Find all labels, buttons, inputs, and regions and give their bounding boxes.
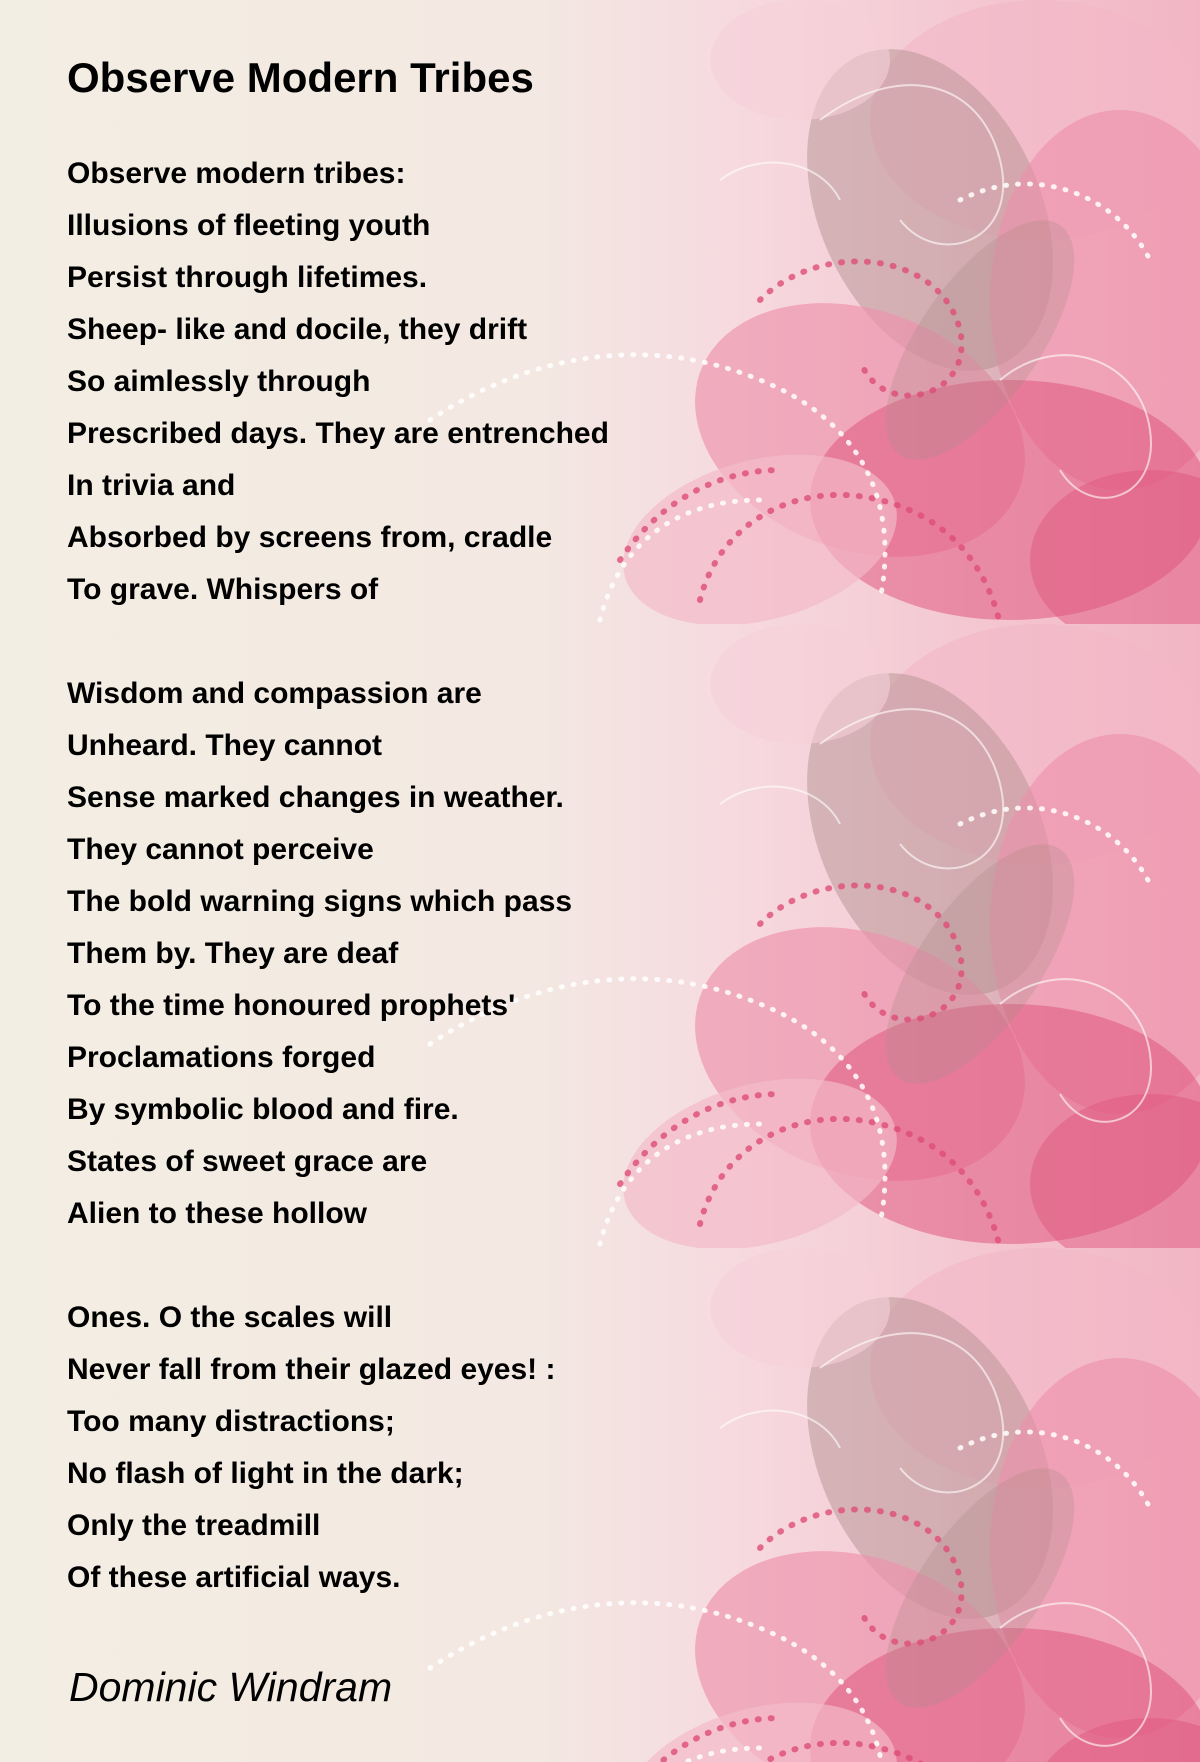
- poem-line: States of sweet grace are: [67, 1145, 428, 1178]
- poem-line: They cannot perceive: [67, 833, 374, 866]
- poem-line: Sense marked changes in weather.: [67, 781, 564, 814]
- poem-line: So aimlessly through: [67, 365, 371, 398]
- poem-line: Sheep- like and docile, they drift: [67, 313, 528, 346]
- poem-line: To the time honoured prophets': [67, 989, 516, 1022]
- poem-line: By symbolic blood and fire.: [67, 1093, 459, 1126]
- poem-line: Prescribed days. They are entrenched: [67, 417, 609, 450]
- poem-line: Never fall from their glazed eyes! :: [67, 1353, 556, 1386]
- poem-line: To grave. Whispers of: [67, 573, 379, 606]
- poem-line: Too many distractions;: [67, 1405, 395, 1438]
- poem-line: No flash of light in the dark;: [67, 1457, 464, 1490]
- poem-title: Observe Modern Tribes: [67, 54, 534, 101]
- poem-line: Proclamations forged: [67, 1041, 376, 1074]
- poem-line: Them by. They are deaf: [67, 937, 399, 970]
- poem-line: Observe modern tribes:: [67, 157, 406, 190]
- poem-line: Wisdom and compassion are: [67, 677, 482, 710]
- poem-line: Of these artificial ways.: [67, 1561, 401, 1594]
- poem-line: In trivia and: [67, 469, 236, 502]
- poem-line: Illusions of fleeting youth: [67, 209, 431, 242]
- poem-line: Persist through lifetimes.: [67, 261, 428, 294]
- poem-line: The bold warning signs which pass: [67, 885, 573, 918]
- poem-line: Only the treadmill: [67, 1509, 321, 1542]
- poem-author: Dominic Windram: [69, 1664, 393, 1710]
- poem-line: Ones. O the scales will: [67, 1301, 393, 1334]
- poem-line: Unheard. They cannot: [67, 729, 383, 762]
- poem-line: Absorbed by screens from, cradle: [67, 521, 553, 554]
- poem-line: Alien to these hollow: [67, 1197, 368, 1230]
